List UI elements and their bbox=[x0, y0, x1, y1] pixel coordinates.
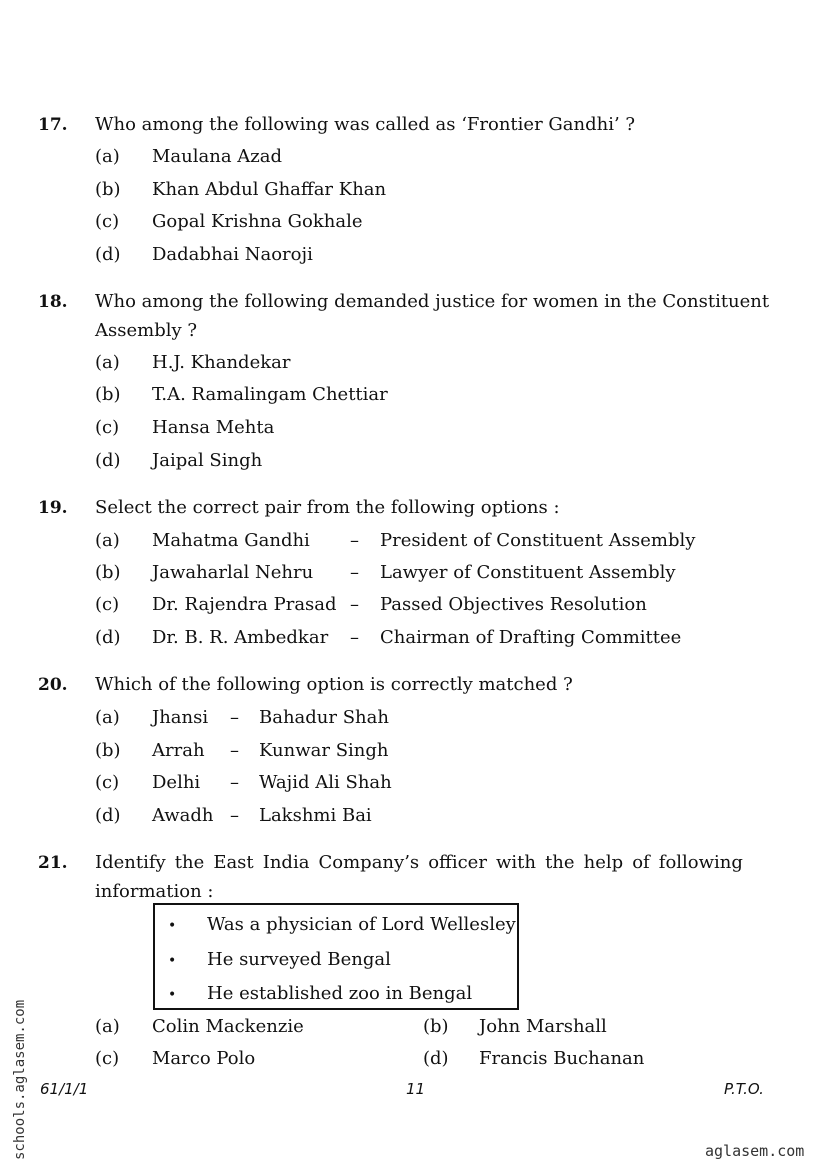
pair-dash: – bbox=[350, 627, 359, 648]
option-label: (d) bbox=[95, 627, 121, 648]
pair-right: Kunwar Singh bbox=[259, 740, 389, 761]
question-text: Who among the following was called as ‘Frontier Gandhi’ ? bbox=[95, 114, 636, 135]
info-bullet: He established zoo in Bengal bbox=[207, 983, 473, 1004]
question-text-cont: Assembly ? bbox=[95, 320, 198, 341]
question-word: of bbox=[632, 852, 650, 873]
option-label: (d) bbox=[95, 805, 121, 826]
page-number: 11 bbox=[406, 1080, 426, 1098]
pair-right: Lawyer of Constituent Assembly bbox=[380, 562, 676, 583]
option-text: Gopal Krishna Gokhale bbox=[152, 211, 363, 232]
pair-left: Dr. B. R. Ambedkar bbox=[152, 627, 329, 648]
bullet-icon: • bbox=[168, 918, 177, 934]
question-number: 19. bbox=[38, 498, 68, 518]
pair-right: Bahadur Shah bbox=[259, 707, 389, 728]
pair-right: Passed Objectives Resolution bbox=[380, 594, 647, 615]
option-label: (c) bbox=[95, 211, 120, 232]
pair-dash: – bbox=[230, 740, 239, 761]
paper-code: 61/1/1 bbox=[40, 1080, 89, 1098]
question-word: help bbox=[583, 852, 624, 873]
option-text: T.A. Ramalingam Chettiar bbox=[152, 384, 388, 405]
pair-left: Jhansi bbox=[152, 707, 209, 728]
pair-right: Lakshmi Bai bbox=[259, 805, 372, 826]
option-label: (b) bbox=[423, 1016, 449, 1037]
bullet-icon: • bbox=[168, 987, 177, 1003]
option-text: Marco Polo bbox=[152, 1048, 256, 1069]
pair-left: Mahatma Gandhi bbox=[152, 530, 310, 551]
question-number: 18. bbox=[38, 292, 68, 312]
option-label: (a) bbox=[95, 146, 120, 167]
bullet-icon: • bbox=[168, 953, 177, 969]
question-word: Company’s bbox=[318, 852, 420, 873]
question-word: India bbox=[262, 852, 310, 873]
option-label: (a) bbox=[95, 1016, 120, 1037]
question-word: following bbox=[658, 852, 743, 873]
option-label: (d) bbox=[95, 450, 121, 471]
option-text: Dadabhai Naoroji bbox=[152, 244, 313, 265]
question-number: 20. bbox=[38, 675, 68, 695]
info-bullet: He surveyed Bengal bbox=[207, 949, 391, 970]
option-text: Khan Abdul Ghaffar Khan bbox=[152, 179, 387, 200]
pair-left: Awadh bbox=[152, 805, 214, 826]
option-text: Colin Mackenzie bbox=[152, 1016, 304, 1037]
pair-dash: – bbox=[350, 594, 359, 615]
option-label: (c) bbox=[95, 417, 120, 438]
option-label: (c) bbox=[95, 772, 120, 793]
option-label: (b) bbox=[95, 384, 121, 405]
pair-right: Chairman of Drafting Committee bbox=[380, 627, 682, 648]
question-text-cont: information : bbox=[95, 881, 214, 902]
pto-label: P.T.O. bbox=[724, 1080, 764, 1098]
question-word: Identify bbox=[95, 852, 166, 873]
option-label: (d) bbox=[95, 244, 121, 265]
pair-right: Wajid Ali Shah bbox=[259, 772, 392, 793]
question-word: East bbox=[213, 852, 254, 873]
option-text: Francis Buchanan bbox=[479, 1048, 645, 1069]
question-word: the bbox=[174, 852, 205, 873]
option-text: John Marshall bbox=[479, 1016, 607, 1037]
option-label: (d) bbox=[423, 1048, 449, 1069]
question-number: 21. bbox=[38, 853, 68, 873]
question-word: the bbox=[545, 852, 575, 873]
option-text: Maulana Azad bbox=[152, 146, 283, 167]
question-word: officer bbox=[428, 852, 487, 873]
option-label: (a) bbox=[95, 707, 120, 728]
pair-left: Arrah bbox=[152, 740, 205, 761]
question-word: with bbox=[496, 852, 537, 873]
option-label: (c) bbox=[95, 594, 120, 615]
corner-watermark: aglasem.com bbox=[705, 1142, 805, 1160]
pair-left: Dr. Rajendra Prasad bbox=[152, 594, 337, 615]
pair-dash: – bbox=[230, 805, 239, 826]
pair-dash: – bbox=[350, 530, 359, 551]
pair-dash: – bbox=[350, 562, 359, 583]
pair-left: Jawaharlal Nehru bbox=[152, 562, 314, 583]
option-label: (c) bbox=[95, 1048, 120, 1069]
option-label: (a) bbox=[95, 530, 120, 551]
option-text: H.J. Khandekar bbox=[152, 352, 291, 373]
option-text: Jaipal Singh bbox=[152, 450, 263, 471]
side-watermark: schools.aglasem.com bbox=[12, 999, 28, 1160]
question-text-justified bbox=[95, 852, 743, 873]
option-label: (b) bbox=[95, 562, 121, 583]
pair-left: Delhi bbox=[152, 772, 201, 793]
pair-dash: – bbox=[230, 772, 239, 793]
option-label: (a) bbox=[95, 352, 120, 373]
question-text: Who among the following demanded justice for women in the Constituent bbox=[95, 291, 770, 312]
pair-right: President of Constituent Assembly bbox=[380, 530, 696, 551]
option-label: (b) bbox=[95, 740, 121, 761]
question-text: Which of the following option is correctly matched ? bbox=[95, 674, 573, 695]
option-label: (b) bbox=[95, 179, 121, 200]
info-bullet: Was a physician of Lord Wellesley bbox=[207, 914, 516, 935]
question-text: Select the correct pair from the following options : bbox=[95, 497, 560, 518]
pair-dash: – bbox=[230, 707, 239, 728]
question-number: 17. bbox=[38, 115, 68, 135]
option-text: Hansa Mehta bbox=[152, 417, 275, 438]
